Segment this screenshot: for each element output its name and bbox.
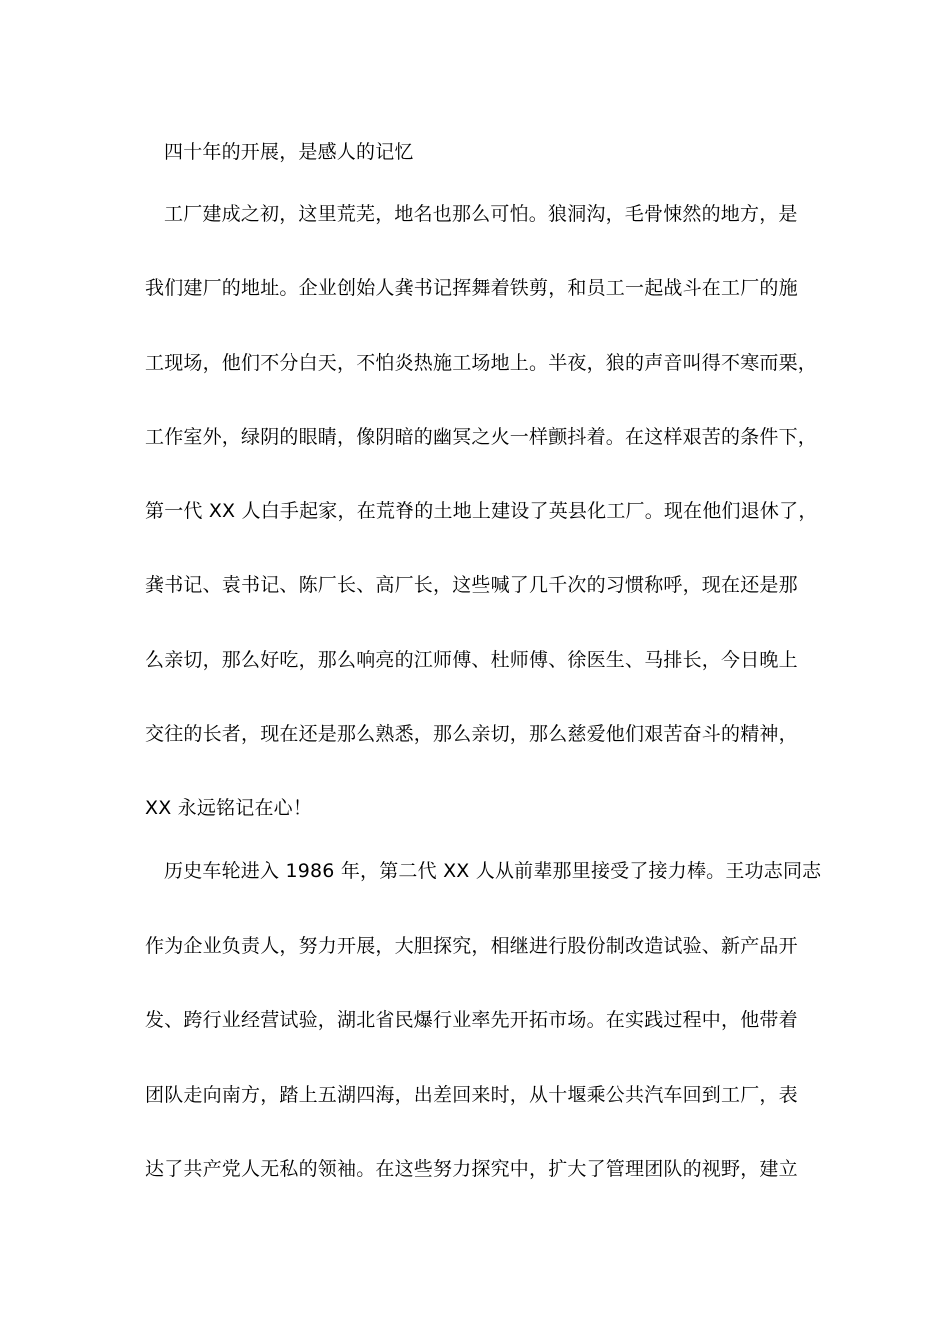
paragraph-line: XX 永远铭记在心！ <box>145 797 313 819</box>
paragraph-line: 交往的长者，现在还是那么熟悉，那么亲切，那么慈爱他们艰苦奋斗的精神， <box>145 723 798 745</box>
paragraph-line: 工作室外，绿阴的眼睛，像阴暗的幽冥之火一样颤抖着。在这样艰苦的条件下， <box>145 426 818 448</box>
paragraph-line: 第一代 XX 人白手起家，在荒脊的土地上建设了英县化工厂。现在他们退休了， <box>145 500 818 522</box>
paragraph-line: 么亲切，那么好吃，那么响亮的江师傅、杜师傅、徐医生、马排长，今日晚上 <box>145 649 798 671</box>
paragraph-line: 作为企业负责人，努力开展，大胆探究，相继进行股份制改造试验、新产品开 <box>145 935 798 957</box>
paragraph-line: 团队走向南方，踏上五湖四海，出差回来时，从十堰乘公共汽车回到工厂，表 <box>145 1084 798 1106</box>
paragraph-line: 工厂建成之初，这里荒芜，地名也那么可怕。狼洞沟，毛骨悚然的地方，是 <box>164 203 798 225</box>
paragraph-line: 历史车轮进入 1986 年，第二代 XX 人从前辈那里接受了接力棒。王功志同志 <box>164 860 822 882</box>
section-heading: 四十年的开展，是感人的记忆 <box>164 141 414 163</box>
paragraph-line: 工现场，他们不分白天，不怕炎热施工场地上。半夜，狼的声音叫得不寒而栗， <box>145 352 818 374</box>
paragraph-line: 达了共产党人无私的领袖。在这些努力探究中，扩大了管理团队的视野，建立 <box>145 1158 798 1180</box>
paragraph-line: 龚书记、袁书记、陈厂长、高厂长，这些喊了几千次的习惯称呼，现在还是那 <box>145 574 798 596</box>
paragraph-line: 发、跨行业经营试验，湖北省民爆行业率先开拓市场。在实践过程中，他带着 <box>145 1009 798 1031</box>
paragraph-line: 我们建厂的地址。企业创始人龚书记挥舞着铁剪，和员工一起战斗在工厂的施 <box>145 277 798 299</box>
